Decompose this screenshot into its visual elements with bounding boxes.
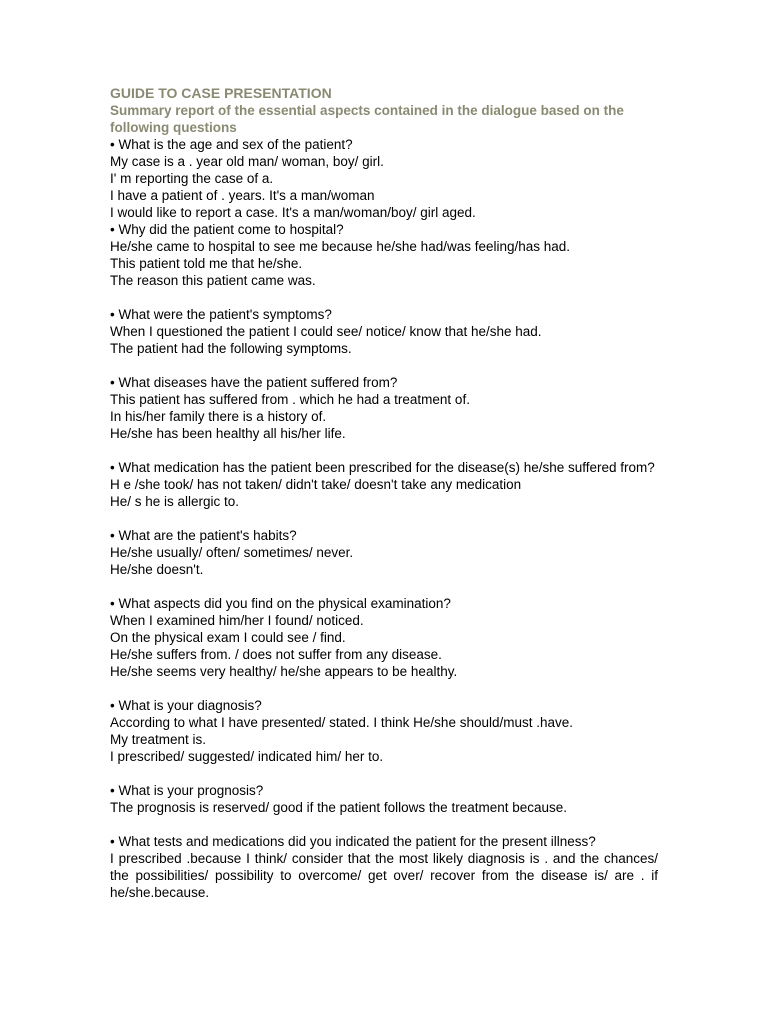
question-section-age-sex (110, 136, 658, 221)
answer-line: He/ s he is allergic to. (110, 494, 240, 509)
answer-line: The patient had the following symptoms. (110, 341, 352, 356)
question-section-diagnosis (110, 697, 658, 765)
answer-line: The reason this patient came was. (110, 273, 316, 288)
answer-line: This patient told me that he/she. (110, 256, 303, 271)
answer-line: When I examined him/her I found/ noticed. (110, 613, 364, 628)
answer-line: He/she usually/ often/ sometimes/ never. (110, 545, 354, 560)
question-text: • What tests and medications did you indicated the patient for the present illness? (110, 834, 596, 849)
answer-line: I have a patient of . years. It's a man/woman (110, 188, 375, 203)
answer-line: He/she came to hospital to see me because he/she had/was feeling/has had. (110, 239, 571, 254)
answer-line: He/she has been healthy all his/her life. (110, 426, 346, 441)
answer-line: My case is a . year old man/ woman, boy/ girl. (110, 154, 384, 169)
answer-line: I' m reporting the case of a. (110, 171, 274, 186)
question-text: • What diseases have the patient suffered from? (110, 375, 398, 390)
answer-line: H e /she took/ has not taken/ didn't take/ doesn't take any medication (110, 477, 522, 492)
answer-line: On the physical exam I could see / find. (110, 630, 346, 645)
question-text: • What were the patient's symptoms? (110, 307, 332, 322)
document-subtitle: Summary report of the essential aspects contained in the dialogue based on the following questions (110, 103, 624, 135)
question-section-medication (110, 459, 658, 510)
answer-line: He/she seems very healthy/ he/she appears to be healthy. (110, 664, 458, 679)
question-section-tests (110, 833, 658, 901)
answer-line: This patient has suffered from . which he had a treatment of. (110, 392, 470, 407)
question-text: • What aspects did you find on the physical examination? (110, 596, 451, 611)
question-text: • What is your diagnosis? (110, 698, 262, 713)
question-section-reason (110, 221, 658, 289)
question-text: • What are the patient's habits? (110, 528, 297, 543)
answer-line: The prognosis is reserved/ good if the patient follows the treatment because. (110, 800, 568, 815)
question-section-habits (110, 527, 658, 578)
question-text: • What is the age and sex of the patient? (110, 137, 353, 152)
question-text: • What is your prognosis? (110, 783, 264, 798)
question-text: • Why did the patient come to hospital? (110, 222, 344, 237)
document-title: GUIDE TO CASE PRESENTATION (110, 85, 332, 101)
answer-line: I prescribed/ suggested/ indicated him/ her to. (110, 749, 384, 764)
question-text: • What medication has the patient been prescribed for the disease(s) he/she suffered from? (110, 460, 655, 475)
answer-line: According to what I have presented/ stated. I think He/she should/must .have. (110, 715, 574, 730)
document-page (110, 85, 658, 901)
question-section-symptoms (110, 306, 658, 357)
question-section-prognosis (110, 782, 658, 816)
answer-line: He/she suffers from. / does not suffer from any disease. (110, 647, 442, 662)
question-section-diseases (110, 374, 658, 442)
answer-line: My treatment is. (110, 732, 207, 747)
answer-line: When I questioned the patient I could see/ notice/ know that he/she had. (110, 324, 542, 339)
answer-line: I would like to report a case. It's a man/woman/boy/ girl aged. (110, 205, 476, 220)
answer-line: He/she doesn't. (110, 562, 204, 577)
answer-paragraph: I prescribed .because I think/ consider that the most likely diagnosis is . and the chances/ the possibilities/ possibility to overcome/ get over/ recover from the disease is/ are . if he/she.because. (110, 851, 658, 900)
answer-line: In his/her family there is a history of. (110, 409, 327, 424)
question-section-physical-exam (110, 595, 658, 680)
